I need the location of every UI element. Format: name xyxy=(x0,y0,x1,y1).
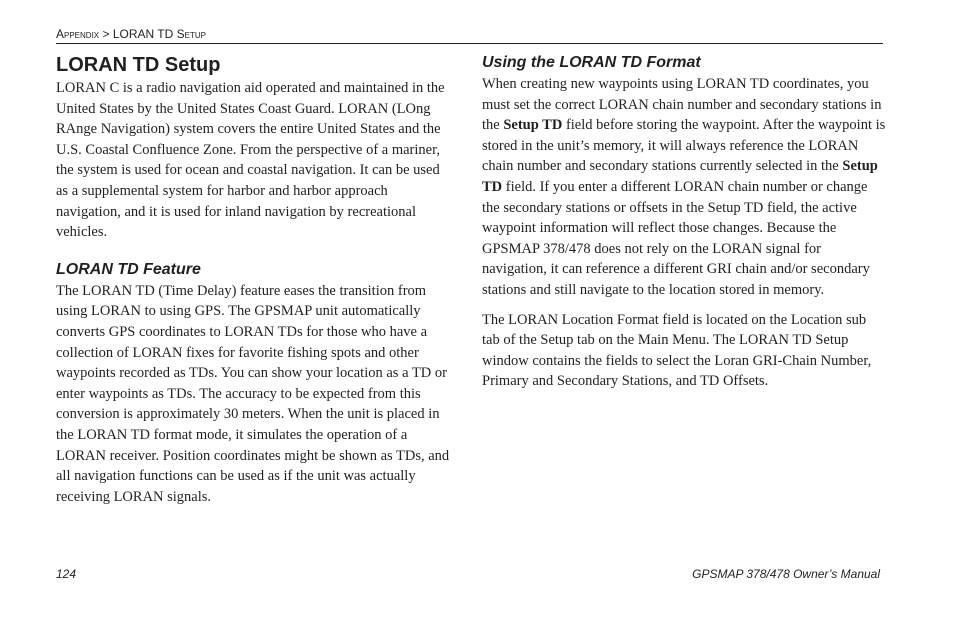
format-paragraph-2: The LORAN Location Format field is located on the Location sub tab of the Setup tab on the Main Menu. The LORAN TD Setup window contains the fields to select the Loran GRI-Chain Number, Primary and Secondary Stations, and TD Offsets. xyxy=(482,311,872,390)
right-column xyxy=(482,53,887,392)
feature-paragraph: The LORAN TD (Time Delay) feature eases the transition from using LORAN to using GPS. The GPSMAP unit automatically converts GPS coordinates to LORAN TDs for those who have a collection of LORAN fixes for favorite fishing spots and other waypoints recorded as TDs. You can show your location as a TD or enter waypoints as TDs. The accuracy to be expected from this conversion is approximately 30 meters. When the unit is placed in the LORAN TD format mode, it simulates the operation of a LORAN receiver. Position coordinates might be shown as TDs, and all navigation functions can be used as if the unit was actually receiving LORAN signals. xyxy=(56,282,450,505)
breadcrumb-page: LORAN TD Setup xyxy=(112,27,206,41)
manual-title: GPSMAP 378/478 Owner’s Manual xyxy=(692,567,880,581)
page-number: 124 xyxy=(56,567,77,581)
left-column xyxy=(56,54,452,507)
text-span: When creating new waypoints using LORAN TD coordinates, you must set the correct LORAN chain number and secondary stations in the xyxy=(482,76,882,134)
format-paragraph-1 xyxy=(482,74,887,301)
setup-td-term: Setup TD xyxy=(503,117,563,134)
text-span: field before storing the waypoint. After the waypoint is stored in the unit’s memory, it will always reference the LORAN chain number and secondary stations currently selected in the xyxy=(482,117,886,175)
breadcrumb xyxy=(56,27,206,41)
intro-paragraph: LORAN C is a radio navigation aid operated and maintained in the United States by the United States Coast Guard. LORAN (LOng RAnge Navigation) system covers the entire United States and the U.S. Coastal Confluence Zone. From the perspective of a mariner, the system is used for ocean and coastal navigation. It can be used as a supplemental system for harbor and harbor approach navigation, and it is used for inland navigation by recreational vehicles. xyxy=(56,80,445,241)
feature-heading: LORAN TD Feature xyxy=(56,260,201,278)
setup-td-term: Setup TD xyxy=(482,158,878,195)
text-span: field. If you enter a different LORAN chain number or change the secondary stations or offsets in the Setup TD field, the active waypoint information will reflect those changes. Because the GPSMAP 378/478 does not rely on the LORAN signal for navigation, it can reference a different GRI chain and/or secondary stations and still navigate to the location stored in memory. xyxy=(482,178,870,298)
format-heading: Using the LORAN TD Format xyxy=(482,54,701,71)
breadcrumb-section: Appendix xyxy=(56,27,100,41)
header-rule xyxy=(56,43,883,44)
breadcrumb-separator: > xyxy=(99,27,113,41)
page-title: LORAN TD Setup xyxy=(56,54,221,76)
